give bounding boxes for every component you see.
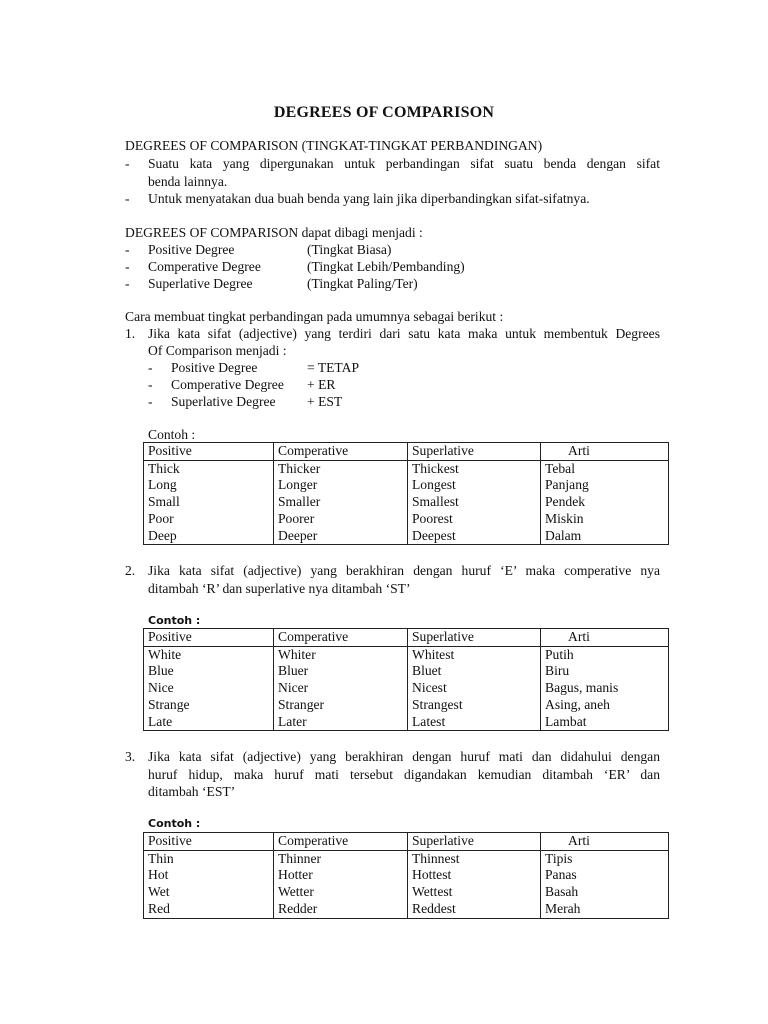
table-header-cell: Superlative — [408, 833, 541, 851]
table-cell: Poor — [144, 511, 274, 528]
table-row — [144, 850, 669, 867]
table-header-cell: Positive — [144, 629, 274, 647]
table-cell: Red — [144, 901, 274, 918]
table-cell: Reddest — [408, 901, 541, 918]
form-value: + ER — [307, 377, 336, 392]
table-cell: Deepest — [408, 528, 541, 545]
table-header-cell: Comperative — [274, 443, 408, 461]
table-cell: Dalam — [541, 528, 669, 545]
form-value: = TETAP — [307, 360, 360, 375]
example-table-3 — [143, 832, 669, 919]
table-cell: Thin — [144, 850, 274, 867]
table-cell: Lambat — [541, 714, 669, 731]
table-row — [144, 663, 669, 680]
intro-bullet-2: Untuk menyatakan dua buah benda yang lain jika diperbandingkan sifat-sifatnya. — [148, 191, 590, 206]
table-cell: Tebal — [541, 460, 669, 477]
division-heading: DEGREES OF COMPARISON dapat dibagi menjadi : — [125, 225, 423, 240]
table-cell: Panas — [541, 867, 669, 884]
table-cell: Thick — [144, 460, 274, 477]
table-header-cell: Comperative — [274, 833, 408, 851]
table-header-cell: Positive — [144, 833, 274, 851]
table-cell: Latest — [408, 714, 541, 731]
table-header-cell: Arti — [541, 833, 669, 851]
table-cell: Smallest — [408, 494, 541, 511]
bullet-dash: - — [125, 242, 130, 257]
table-cell: Thinnest — [408, 850, 541, 867]
table-cell: Panjang — [541, 477, 669, 494]
table-cell: Strange — [144, 697, 274, 714]
table-header-cell: Superlative — [408, 443, 541, 461]
table-cell: Deeper — [274, 528, 408, 545]
table-cell: Stranger — [274, 697, 408, 714]
rule3-line2: huruf hidup, maka huruf mati tersebut digandakan kemudian ditambah ‘ER’ dan — [148, 767, 660, 782]
table-cell: Thickest — [408, 460, 541, 477]
division-item-meaning: (Tingkat Lebih/Pembanding) — [307, 259, 465, 274]
table-cell: Later — [274, 714, 408, 731]
table-header-cell: Arti — [541, 629, 669, 647]
form-name: Comperative Degree — [171, 377, 284, 392]
contoh-label: Contoh : — [148, 614, 201, 627]
table-cell: Wet — [144, 884, 274, 901]
rule1-line1: Jika kata sifat (adjective) yang terdiri dari satu kata maka untuk membentuk Degrees — [148, 326, 660, 341]
table-cell: Hottest — [408, 867, 541, 884]
rule-number: 3. — [125, 749, 136, 764]
table-header-cell: Comperative — [274, 629, 408, 647]
rule-number: 1. — [125, 326, 136, 341]
table-cell: Longest — [408, 477, 541, 494]
table-header-cell: Positive — [144, 443, 274, 461]
table-cell: Thinner — [274, 850, 408, 867]
table-cell: Basah — [541, 884, 669, 901]
example-table-1 — [143, 442, 669, 545]
page-title: DEGREES OF COMPARISON — [273, 104, 495, 121]
table-row — [144, 528, 669, 545]
table-cell: Strangest — [408, 697, 541, 714]
division-item-name: Positive Degree — [148, 242, 235, 257]
table-cell: Whitest — [408, 646, 541, 663]
bullet-dash: - — [148, 360, 153, 375]
table-cell: Biru — [541, 663, 669, 680]
table-row — [144, 867, 669, 884]
table-cell: Redder — [274, 901, 408, 918]
intro-heading: DEGREES OF COMPARISON (TINGKAT-TINGKAT PERBANDINGAN) — [125, 138, 543, 153]
table-cell: Poorer — [274, 511, 408, 528]
table-cell: Merah — [541, 901, 669, 918]
table-cell: Pendek — [541, 494, 669, 511]
table-cell: Long — [144, 477, 274, 494]
division-item-meaning: (Tingkat Biasa) — [307, 242, 392, 257]
bullet-dash: - — [125, 276, 130, 291]
table-cell: Wettest — [408, 884, 541, 901]
table-cell: Putih — [541, 646, 669, 663]
table-cell: Bluet — [408, 663, 541, 680]
rule1-line2: Of Comparison menjadi : — [148, 343, 287, 358]
table-cell: Bagus, manis — [541, 680, 669, 697]
table-cell: Thicker — [274, 460, 408, 477]
division-item-name: Comperative Degree — [148, 259, 261, 274]
table-row — [144, 884, 669, 901]
form-value: + EST — [307, 394, 343, 409]
table-cell: Asing, aneh — [541, 697, 669, 714]
table-cell: White — [144, 646, 274, 663]
method-heading: Cara membuat tingkat perbandingan pada umumnya sebagai berikut : — [125, 309, 504, 324]
table-row — [144, 714, 669, 731]
table-row — [144, 460, 669, 477]
form-name: Positive Degree — [171, 360, 258, 375]
rule2-line1: Jika kata sifat (adjective) yang berakhiran dengan huruf ‘E’ maka comperative nya — [148, 563, 660, 578]
table-header-row — [144, 443, 669, 461]
bullet-dash: - — [148, 394, 153, 409]
bullet-dash: - — [125, 191, 130, 206]
rule2-line2: ditambah ‘R’ dan superlative nya ditambah ‘ST’ — [148, 581, 411, 596]
example-table-2 — [143, 628, 669, 731]
bullet-dash: - — [148, 377, 153, 392]
form-name: Superlative Degree — [171, 394, 276, 409]
rule3-line1: Jika kata sifat (adjective) yang berakhiran dengan huruf mati dan didahului dengan — [148, 749, 660, 764]
bullet-dash: - — [125, 156, 130, 171]
contoh-label: Contoh : — [148, 817, 201, 830]
table-row — [144, 494, 669, 511]
table-row — [144, 511, 669, 528]
table-cell: Poorest — [408, 511, 541, 528]
table-cell: Bluer — [274, 663, 408, 680]
rule-number: 2. — [125, 563, 136, 578]
division-item-meaning: (Tingkat Paling/Ter) — [307, 276, 418, 291]
table-cell: Miskin — [541, 511, 669, 528]
table-cell: Blue — [144, 663, 274, 680]
rule3-line3: ditambah ‘EST’ — [148, 784, 236, 799]
table-row — [144, 697, 669, 714]
table-row — [144, 680, 669, 697]
table-row — [144, 646, 669, 663]
bullet-dash: - — [125, 259, 130, 274]
table-cell: Hotter — [274, 867, 408, 884]
table-header-row — [144, 833, 669, 851]
table-cell: Nice — [144, 680, 274, 697]
table-cell: Late — [144, 714, 274, 731]
table-cell: Smaller — [274, 494, 408, 511]
table-cell: Tipis — [541, 850, 669, 867]
contoh-label: Contoh : — [148, 427, 196, 442]
table-cell: Small — [144, 494, 274, 511]
table-header-cell: Superlative — [408, 629, 541, 647]
table-header-row — [144, 629, 669, 647]
division-item-name: Superlative Degree — [148, 276, 253, 291]
table-row — [144, 901, 669, 918]
table-cell: Wetter — [274, 884, 408, 901]
table-cell: Deep — [144, 528, 274, 545]
table-cell: Hot — [144, 867, 274, 884]
table-row — [144, 477, 669, 494]
table-cell: Nicest — [408, 680, 541, 697]
table-cell: Whiter — [274, 646, 408, 663]
intro-bullet-1-cont: benda lainnya. — [148, 174, 228, 189]
table-cell: Nicer — [274, 680, 408, 697]
intro-bullet-1: Suatu kata yang dipergunakan untuk perbandingan sifat suatu benda dengan sifat — [148, 156, 660, 171]
table-header-cell: Arti — [541, 443, 669, 461]
table-cell: Longer — [274, 477, 408, 494]
